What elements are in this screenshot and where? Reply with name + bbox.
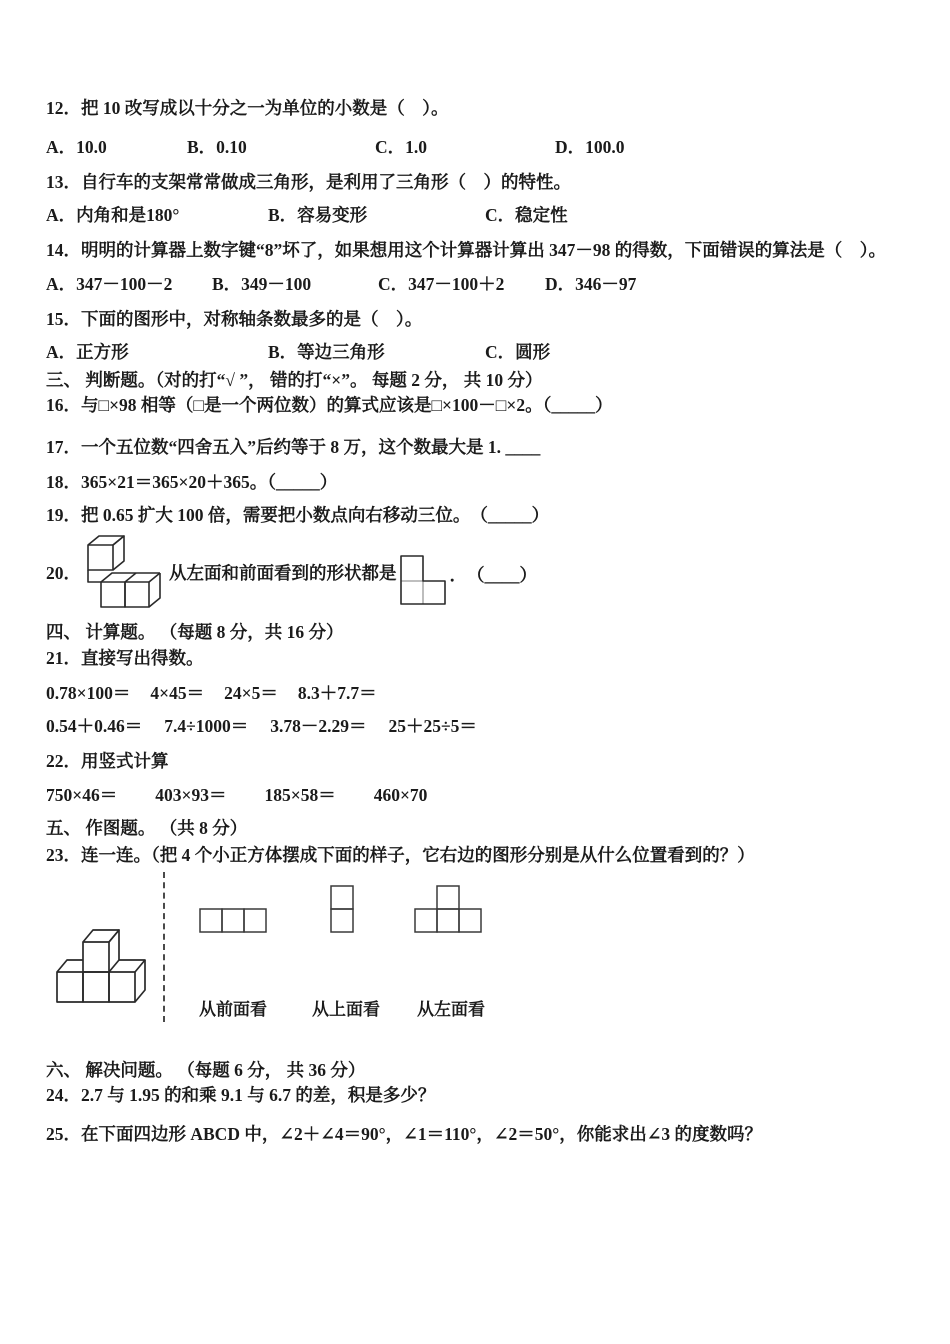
option-c: C．1.0 [375,137,428,157]
section-solve-header: 六、 解决问题。 （每题 6 分， 共 36 分） [46,1060,366,1080]
option-a: A．内角和是180° [46,205,180,225]
question-23-figure [46,870,914,1045]
section-judge-header: 三、 判断题。（对的打“√ ”， 错的打“×”。 每题 2 分， 共 10 分） [46,370,543,390]
question-15 [46,309,914,329]
question-16: 16．与□×98 相等（□是一个两位数）的算式应该是□×100－□×2。（_____） [46,395,613,415]
option-b: B．349－100 [212,274,312,294]
option-b: B．容易变形 [268,205,368,225]
option-a: A．正方形 [46,342,129,362]
view-front-figure [199,908,267,933]
option-d: D．100.0 [555,137,625,157]
question-number: 20． [46,563,81,583]
option-a: A．10.0 [46,137,107,157]
view-left-label: 从左面看 [417,1000,485,1019]
question-text: 15．下面的图形中，对称轴条数最多的是（ ）。 [46,309,423,329]
option-d: D．346－97 [545,274,637,294]
view-top-figure [330,885,354,933]
expression: 24×5＝ [224,683,278,703]
question-20 [46,533,914,613]
options-row-q15 [46,342,914,362]
view-left-figure [414,885,482,933]
expression: 0.54＋0.46＝ [46,716,143,736]
expression: 185×58＝ [264,785,336,805]
option-c: C．圆形 [485,342,551,362]
calc-row-1 [46,683,914,703]
option-b: B．等边三角形 [268,342,385,362]
question-text: 12．把 10 改写成以十分之一为单位的小数是（ ）。 [46,98,449,118]
option-b: B．0.10 [187,137,247,157]
question-text: 从左面和前面看到的形状都是 [169,563,397,583]
cubes-figure-q23 [55,928,151,1006]
expression: 750×46＝ [46,785,118,805]
section-draw-header: 五、 作图题。 （共 8 分） [46,818,248,838]
question-22: 22．用竖式计算 [46,751,169,771]
calc-row-3 [46,785,914,805]
section-calc-header: 四、 计算题。 （每题 8 分，共 16 分） [46,622,344,642]
expression: 4×45＝ [150,683,205,703]
question-19: 19．把 0.65 扩大 100 倍，需要把小数点向右移动三位。 （_____） [46,505,550,525]
expression: 25＋25÷5＝ [388,716,477,736]
question-24: 24．2.7 与 1.95 的和乘 9.1 与 6.7 的差，积是多少？ [46,1085,436,1105]
l-shape-figure-q20 [400,555,446,605]
options-row-q13 [46,205,914,225]
question-text: 14．明明的计算器上数字键“8”坏了，如果想用这个计算器计算出 347－98 的得数，下面错误的算法是（ ）。 [46,240,886,260]
view-front-label: 从前面看 [199,1000,267,1019]
option-c: C．347－100＋2 [378,274,505,294]
expression: 460×70 [373,785,428,805]
question-17: 17．一个五位数“四舍五入”后约等于 8 万，这个数最大是 1. ____ [46,437,541,457]
expression: 3.78－2.29＝ [270,716,367,736]
calc-row-2 [46,716,914,736]
view-top-label: 从上面看 [312,1000,380,1019]
expression: 403×93＝ [155,785,227,805]
question-12 [46,98,914,118]
options-row-q12 [46,137,914,157]
question-23: 23．连一连。（把 4 个小正方体摆成下面的样子，它右边的图形分别是从什么位置看到的？） [46,845,755,865]
cubes-figure-q20 [83,535,165,611]
expression: 7.4÷1000＝ [164,716,249,736]
answer-blank: ． （____） [449,565,537,585]
expression: 8.3＋7.7＝ [297,683,377,703]
question-14 [46,240,914,260]
question-18: 18．365×21＝365×20＋365。（_____） [46,472,338,492]
question-25: 25．在下面四边形 ABCD 中，∠2＋∠4＝90°，∠1＝110°，∠2＝50°，你能求出∠3 的度数吗？ [46,1124,763,1144]
expression: 0.78×100＝ [46,683,131,703]
question-13 [46,172,914,192]
options-row-q14 [46,274,914,294]
question-text: 13．自行车的支架常常做成三角形，是利用了三角形（ ）的特性。 [46,172,571,192]
dashed-separator-line [163,872,165,1022]
option-c: C．稳定性 [485,205,568,225]
option-a: A．347－100－2 [46,274,173,294]
question-21: 21．直接写出得数。 [46,648,204,668]
